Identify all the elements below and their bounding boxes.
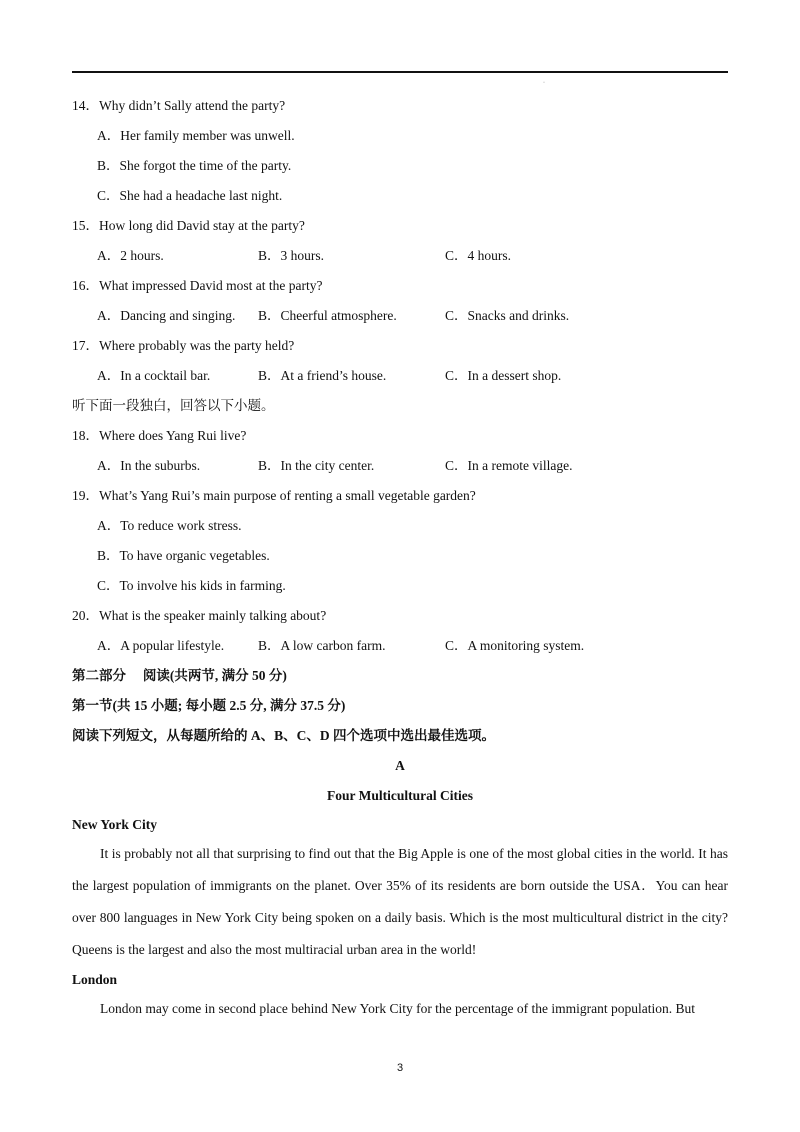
section-heading-london: London <box>72 972 118 987</box>
question-19-stem: 19．What’s Yang Rui’s main purpose of renting a small vegetable garden? <box>72 488 476 503</box>
question-14-option-b: B．She forgot the time of the party. <box>97 158 292 173</box>
question-20-option-b: B．A low carbon farm. <box>258 638 386 653</box>
question-20-option-a: A．A popular lifestyle. <box>97 638 225 653</box>
header-rule <box>72 71 728 73</box>
monologue-instruction: 听下面一段独白，回答以下小题。 <box>72 398 275 413</box>
question-15-stem: 15．How long did David stay at the party? <box>72 218 305 233</box>
question-16-option-c: C．Snacks and drinks. <box>445 308 570 323</box>
question-19-option-b: B．To have organic vegetables. <box>97 548 270 563</box>
question-14-option-a: A．Her family member was unwell. <box>97 128 295 143</box>
question-18-stem: 18．Where does Yang Rui live? <box>72 428 247 443</box>
question-16-option-b: B．Cheerful atmosphere. <box>258 308 397 323</box>
part2-heading: 第二部分 阅读(共两节, 满分 50 分) <box>72 668 287 683</box>
question-20-stem: 20．What is the speaker mainly talking about? <box>72 608 327 623</box>
reading-instruction: 阅读下列短文，从每题所给的 A、B、C、D 四个选项中选出最佳选项。 <box>72 728 496 743</box>
question-17-option-c: C．In a dessert shop. <box>445 368 562 383</box>
question-20-option-c: C．A monitoring system. <box>445 638 585 653</box>
question-19-option-a: A．To reduce work stress. <box>97 518 242 533</box>
question-19-option-c: C．To involve his kids in farming. <box>97 578 286 593</box>
section1-heading: 第一节(共 15 小题; 每小题 2.5 分, 满分 37.5 分) <box>72 698 346 713</box>
question-18-option-c: C．In a remote village. <box>445 458 573 473</box>
passage-title: Four Multicultural Cities <box>327 788 473 803</box>
question-17-option-b: B．At a friend’s house. <box>258 368 387 383</box>
question-14-stem: 14．Why didn’t Sally attend the party? <box>72 98 286 113</box>
header-dot: · <box>543 80 545 86</box>
question-16-stem: 16．What impressed David most at the party? <box>72 278 323 293</box>
question-17-stem: 17．Where probably was the party held? <box>72 338 295 353</box>
paragraph-new-york: It is probably not all that surprising to find out that the Big Apple is one of the most global cities in the world. It has the largest population of immigrants on the planet. Over 35% of its residents are born outside the USA．You can hear over 800 languages in New York City being spoken on a daily basis. Which is the most multicultural district in the city? Queens is the largest and also the most multiracial urban area in the world! <box>72 846 728 957</box>
section-heading-new-york: New York City <box>72 817 157 832</box>
question-14-option-c: C．She had a headache last night. <box>97 188 283 203</box>
question-18-option-a: A．In the suburbs. <box>97 458 201 473</box>
page-number: 3 <box>396 1062 404 1074</box>
passage-letter: A <box>395 758 405 773</box>
question-15-option-a: A．2 hours. <box>97 248 164 263</box>
question-17-option-a: A．In a cocktail bar. <box>97 368 211 383</box>
paragraph-london: London may come in second place behind New York City for the percentage of the immigrant population. But <box>100 1001 695 1016</box>
question-18-option-b: B．In the city center. <box>258 458 375 473</box>
question-16-option-a: A．Dancing and singing. <box>97 308 236 323</box>
question-15-option-b: B．3 hours. <box>258 248 325 263</box>
question-15-option-c: C．4 hours. <box>445 248 512 263</box>
